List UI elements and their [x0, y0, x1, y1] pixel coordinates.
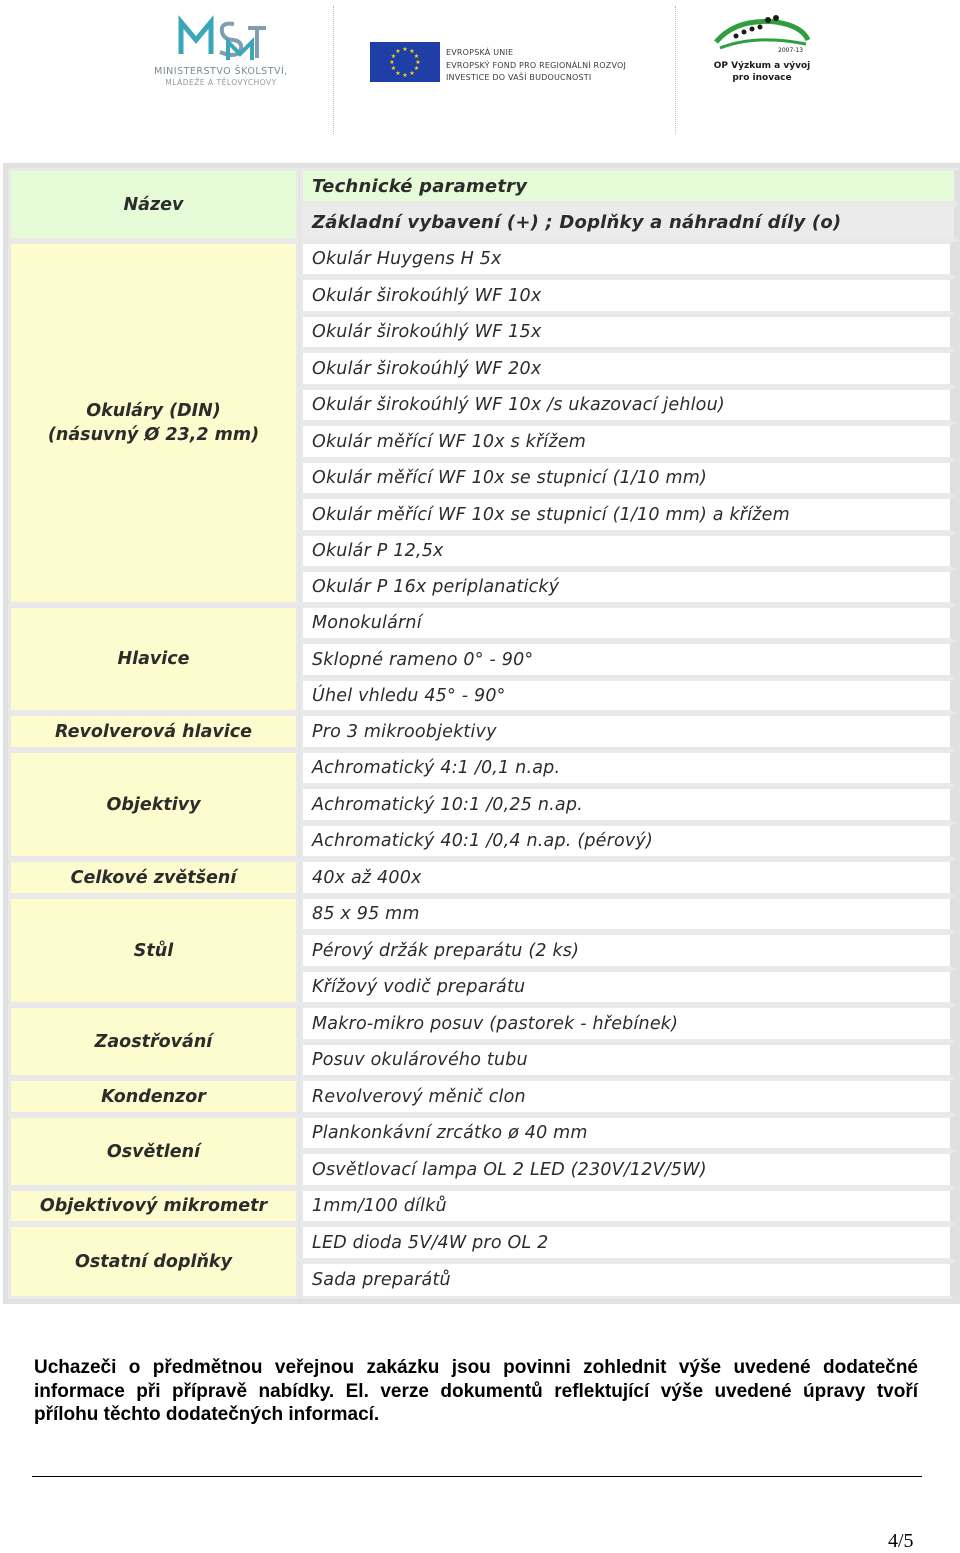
header-divider [675, 6, 676, 134]
svg-text:★: ★ [389, 59, 395, 66]
svg-text:★: ★ [395, 70, 401, 77]
group-label-revolver: Revolverová hlavice [8, 713, 299, 750]
group-label-line: (násuvný Ø 23,2 mm) [47, 425, 260, 445]
spec-item: Okulár širokoúhlý WF 10x /s ukazovací jehlou) [300, 387, 956, 423]
spec-item: Okulár Huygens H 5x [300, 241, 956, 277]
svg-text:★: ★ [413, 53, 420, 60]
header-equipment: Základní vybavení (+) ; Doplňky a náhradní díly (o) [300, 204, 960, 241]
svg-text:★: ★ [390, 53, 397, 60]
spec-item: Pro 3 mikroobjektivy [300, 713, 956, 750]
eu-line: EVROPSKÁ UNIE [446, 48, 514, 57]
svg-text:★: ★ [413, 65, 420, 72]
spec-item: Sklopné rameno 0° - 90° [300, 641, 956, 678]
msmt-logo [136, 14, 306, 86]
spec-item: Okulár měřící WF 10x s křížem [300, 423, 956, 460]
spec-item: Okulár širokoúhlý WF 20x [300, 350, 956, 387]
spec-item: Úhel vhledu 45° - 90° [300, 678, 956, 713]
svg-text:2007-13: 2007-13 [778, 47, 804, 54]
header-divider [333, 6, 334, 134]
op-line: pro inovace [732, 73, 792, 83]
op-vavpi-logo [706, 12, 818, 88]
spec-item: Okulár P 16x periplanatický [300, 569, 956, 605]
svg-text:★: ★ [415, 59, 421, 66]
group-label-micrometer: Objektivový mikrometr [8, 1188, 299, 1224]
op-name [706, 60, 818, 84]
svg-text:★: ★ [395, 48, 401, 55]
spec-item: 1mm/100 dílků [300, 1188, 956, 1224]
spec-item: Achromatický 10:1 /0,25 n.ap. [300, 786, 956, 823]
group-label-other: Ostatní doplňky [8, 1224, 299, 1299]
eu-line: INVESTICE DO VAŠÍ BUDOUCNOSTI [446, 73, 592, 82]
group-label-focusing: Zaostřování [8, 1005, 299, 1078]
eu-line: EVROPSKÝ FOND PRO REGIONÁLNÍ ROZVOJ [446, 60, 627, 70]
group-label-hlavice: Hlavice [8, 605, 299, 713]
msmt-name: MINISTERSTVO ŠKOLSTVÍ, [154, 66, 288, 77]
spec-item: Makro-mikro posuv (pastorek - hřebínek) [300, 1005, 956, 1042]
page-number: 4/5 [888, 1530, 914, 1552]
spec-item: Křížový vodič preparátu [300, 969, 956, 1005]
specification-table [3, 163, 960, 1304]
header-technical-params: Technické parametry [300, 168, 960, 204]
spec-item: Osvětlovací lampa OL 2 LED (230V/12V/5W) [300, 1151, 956, 1188]
spec-item: Okulár širokoúhlý WF 10x [300, 277, 956, 314]
spec-item: 85 x 95 mm [300, 896, 956, 932]
spec-item: Achromatický 4:1 /0,1 n.ap. [300, 750, 956, 786]
group-label-objektivy: Objektivy [8, 750, 299, 859]
svg-text:★: ★ [402, 72, 408, 79]
spec-item: 40x až 400x [300, 859, 956, 896]
spec-item: Posuv okulárového tubu [300, 1042, 956, 1078]
spec-item: Sada preparátů [300, 1261, 956, 1299]
svg-text:★: ★ [390, 65, 397, 72]
spec-item: LED dioda 5V/4W pro OL 2 [300, 1224, 956, 1261]
eu-text [446, 47, 626, 85]
op-line: OP Výzkum a vývoj [713, 61, 811, 71]
group-label-line: Okuláry (DIN) [86, 401, 221, 421]
spec-item: Revolverový měnič clon [300, 1078, 956, 1115]
header-logos [0, 0, 960, 140]
header-name-cell: Název [8, 168, 299, 241]
footer-rule [32, 1476, 922, 1477]
msmt-emblem-icon [136, 14, 306, 66]
svg-text:★: ★ [409, 70, 415, 77]
group-label-osvetleni: Osvětlení [8, 1115, 299, 1188]
op-swoosh-icon [706, 12, 818, 60]
spec-item: Okulár měřící WF 10x se stupnicí (1/10 mm) [300, 460, 956, 496]
group-label-kondenzor: Kondenzor [8, 1078, 299, 1115]
spec-item: Achromatický 40:1 /0,4 n.ap. (pérový) [300, 823, 956, 859]
msmt-subtitle: MLÁDEŽE A TĚLOVÝCHOVY [165, 78, 277, 87]
svg-text:★: ★ [402, 46, 408, 53]
group-label-okulary [8, 241, 299, 605]
eu-flag-icon [370, 42, 440, 82]
group-label-stul: Stůl [8, 896, 299, 1005]
additional-info-note: Uchazeči o předmětnou veřejnou zakázku jsou povinni zohlednit výše uvedené dodatečné informace při přípravě nabídky. El. verze dokumentů reflektující výše uvedené úpravy tvoří přílohu těchto dodatečných informací. [34, 1357, 918, 1425]
spec-item: Monokulární [300, 605, 956, 641]
spec-item: Plankonkávní zrcátko ø 40 mm [300, 1115, 956, 1151]
svg-text:★: ★ [409, 48, 415, 55]
group-label-magnification: Celkové zvětšení [8, 859, 299, 896]
spec-item: Okulár P 12,5x [300, 533, 956, 569]
spec-item: Okulár měřící WF 10x se stupnicí (1/10 mm) a křížem [300, 496, 956, 533]
spec-item: Pérový držák preparátu (2 ks) [300, 932, 956, 969]
spec-item: Okulár širokoúhlý WF 15x [300, 314, 956, 350]
